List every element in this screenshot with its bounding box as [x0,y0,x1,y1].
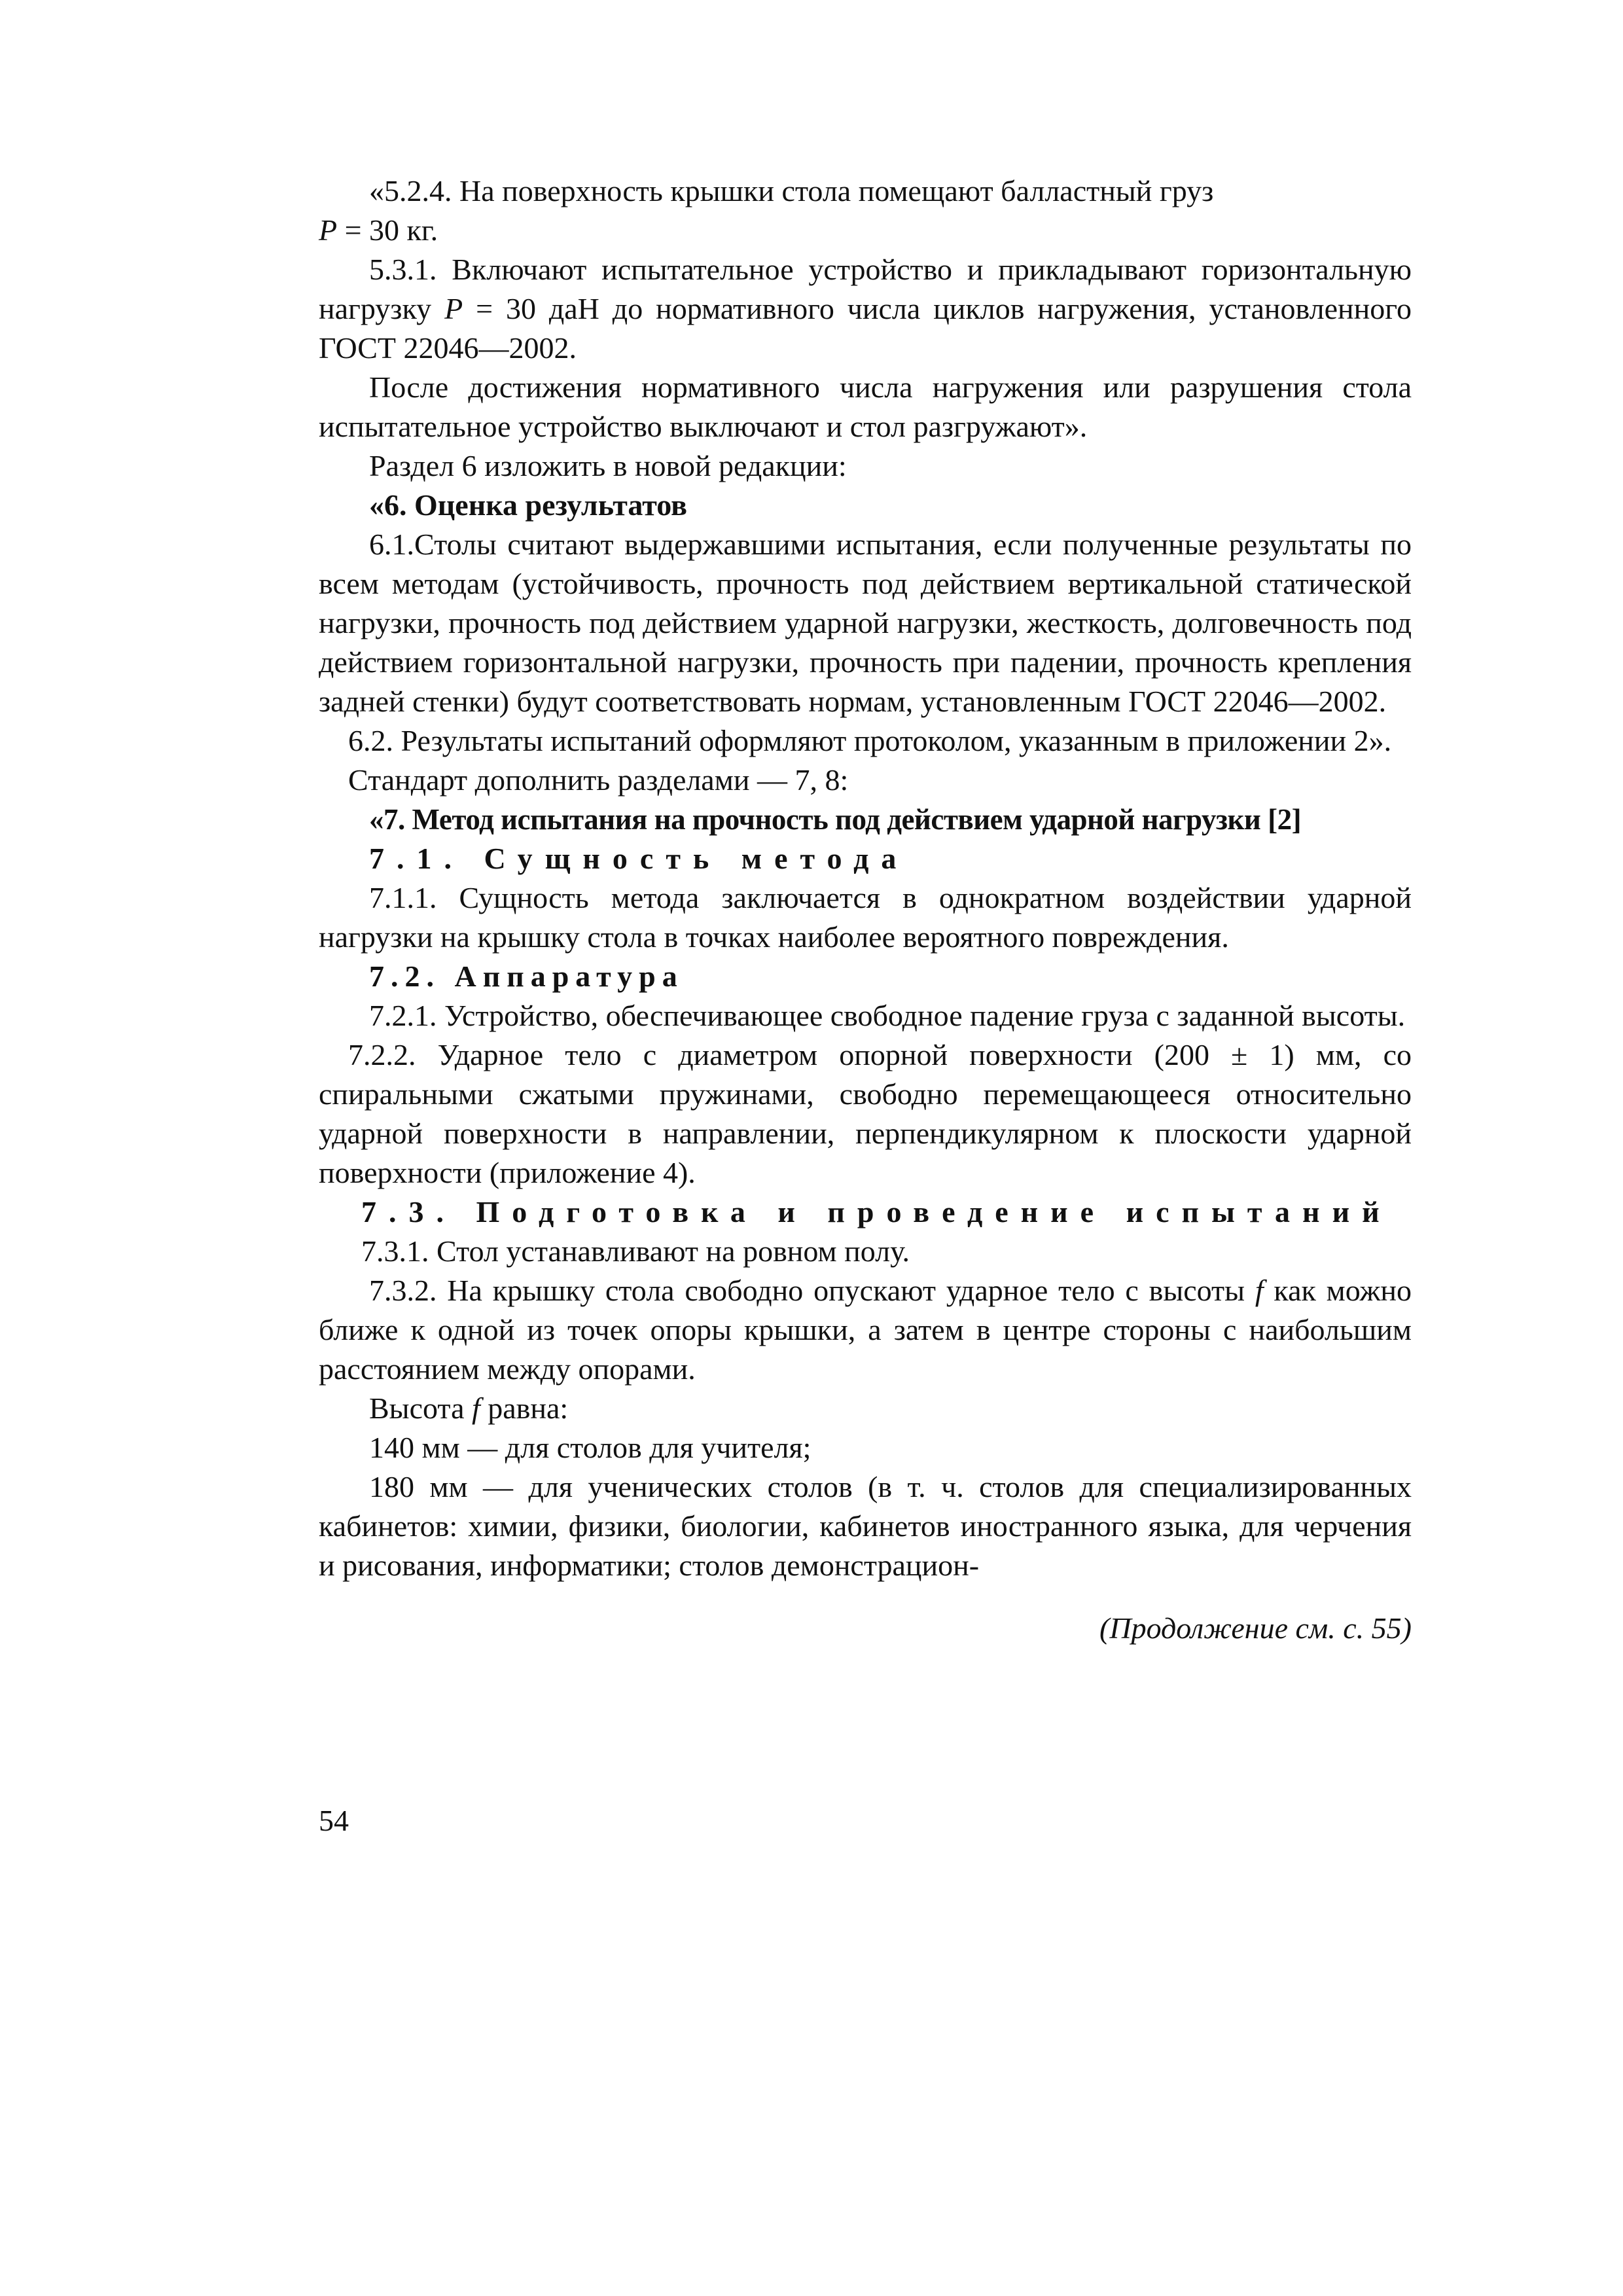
heading-7-3: 7.3. Подготовка и проведение испытаний [361,1195,1392,1229]
variable-p: P [444,292,463,325]
heading-section-6: «6. Оценка результатов [369,488,687,522]
heading-section-7: «7. Метод испытания на прочность под действием ударной нагрузки [2] [369,803,1302,836]
paragraph-5-3-1: 5.3.1. Включают испытательное устройство и прикладывают горизонтальную нагрузку P = 30 даН до нормативного числа циклов нагружения, установленного ГОСТ 22046—2002. [319,253,1412,365]
paragraph-7-1-1: 7.1.1. Сущность метода заключается в однократном воздействии ударной нагрузки на крышку стола в точках наиболее вероятного повреждения. [319,881,1412,954]
page-number: 54 [319,1804,349,1837]
variable-p: P [319,213,338,247]
continuation-note: (Продолжение см. с. 55) [1099,1611,1412,1645]
paragraph-140mm: 140 мм — для столов для учителя; [369,1431,812,1464]
variable-f: f [471,1391,480,1425]
paragraph-after-loading: После достижения нормативного числа нагружения или разрушения стола испытательное устройство выключают и стол разгружают». [319,370,1412,443]
heading-7-1: 7.1. Сущность метода [369,842,909,875]
heading-7-2: 7.2. Аппаратура [369,960,684,993]
paragraph-height: Высота f равна: [369,1391,569,1425]
paragraph-7-3-1: 7.3.1. Стол устанавливают на ровном полу. [361,1234,910,1268]
paragraph-6-2: 6.2. Результаты испытаний оформляют протоколом, указанным в приложении 2». [348,724,1392,757]
paragraph-6-1: 6.1.Столы считают выдержавшими испытания, если полученные результаты по всем методам (устойчивость, прочность под действием вертикальной статической нагрузки, прочность под действием ударной нагрузки, жесткость, долговечность под действием горизонтальной нагрузки, прочность при падении, прочность крепления задней стенки) будут соответствовать нормам, установленным ГОСТ 22046—2002. [319,528,1412,718]
paragraph-standard-addition: Стандарт дополнить разделами — 7, 8: [348,763,849,797]
document-page [319,171,1412,1648]
paragraph-7-2-1: 7.2.1. Устройство, обеспечивающее свободное падение груза с заданной высоты. [369,999,1406,1032]
paragraph-7-3-2: 7.3.2. На крышку стола свободно опускают ударное тело с высоты f как можно ближе к одной из точек опоры крышки, а затем в центре стороны с наибольшим расстоянием между опорами. [319,1274,1412,1386]
paragraph-section-6-intro: Раздел 6 изложить в новой редакции: [369,449,847,482]
paragraph-5-2-4: «5.2.4. На поверхность крышки стола помещают балластный груз P = 30 кг. [319,174,1214,247]
paragraph-180mm: 180 мм — для ученических столов (в т. ч. столов для специализированных кабинетов: химии, физики, биологии, кабинетов иностранного языка, для черчения и рисования, информатики; столов демонстрацион- [319,1470,1412,1582]
variable-f: f [1255,1274,1264,1307]
paragraph-7-2-2: 7.2.2. Ударное тело с диаметром опорной поверхности (200 ± 1) мм, со спиральными сжатыми пружинами, свободно перемещающееся относительно ударной поверхности в направлении, перпендикулярном к плоскости ударной поверхности (приложение 4). [319,1038,1412,1189]
